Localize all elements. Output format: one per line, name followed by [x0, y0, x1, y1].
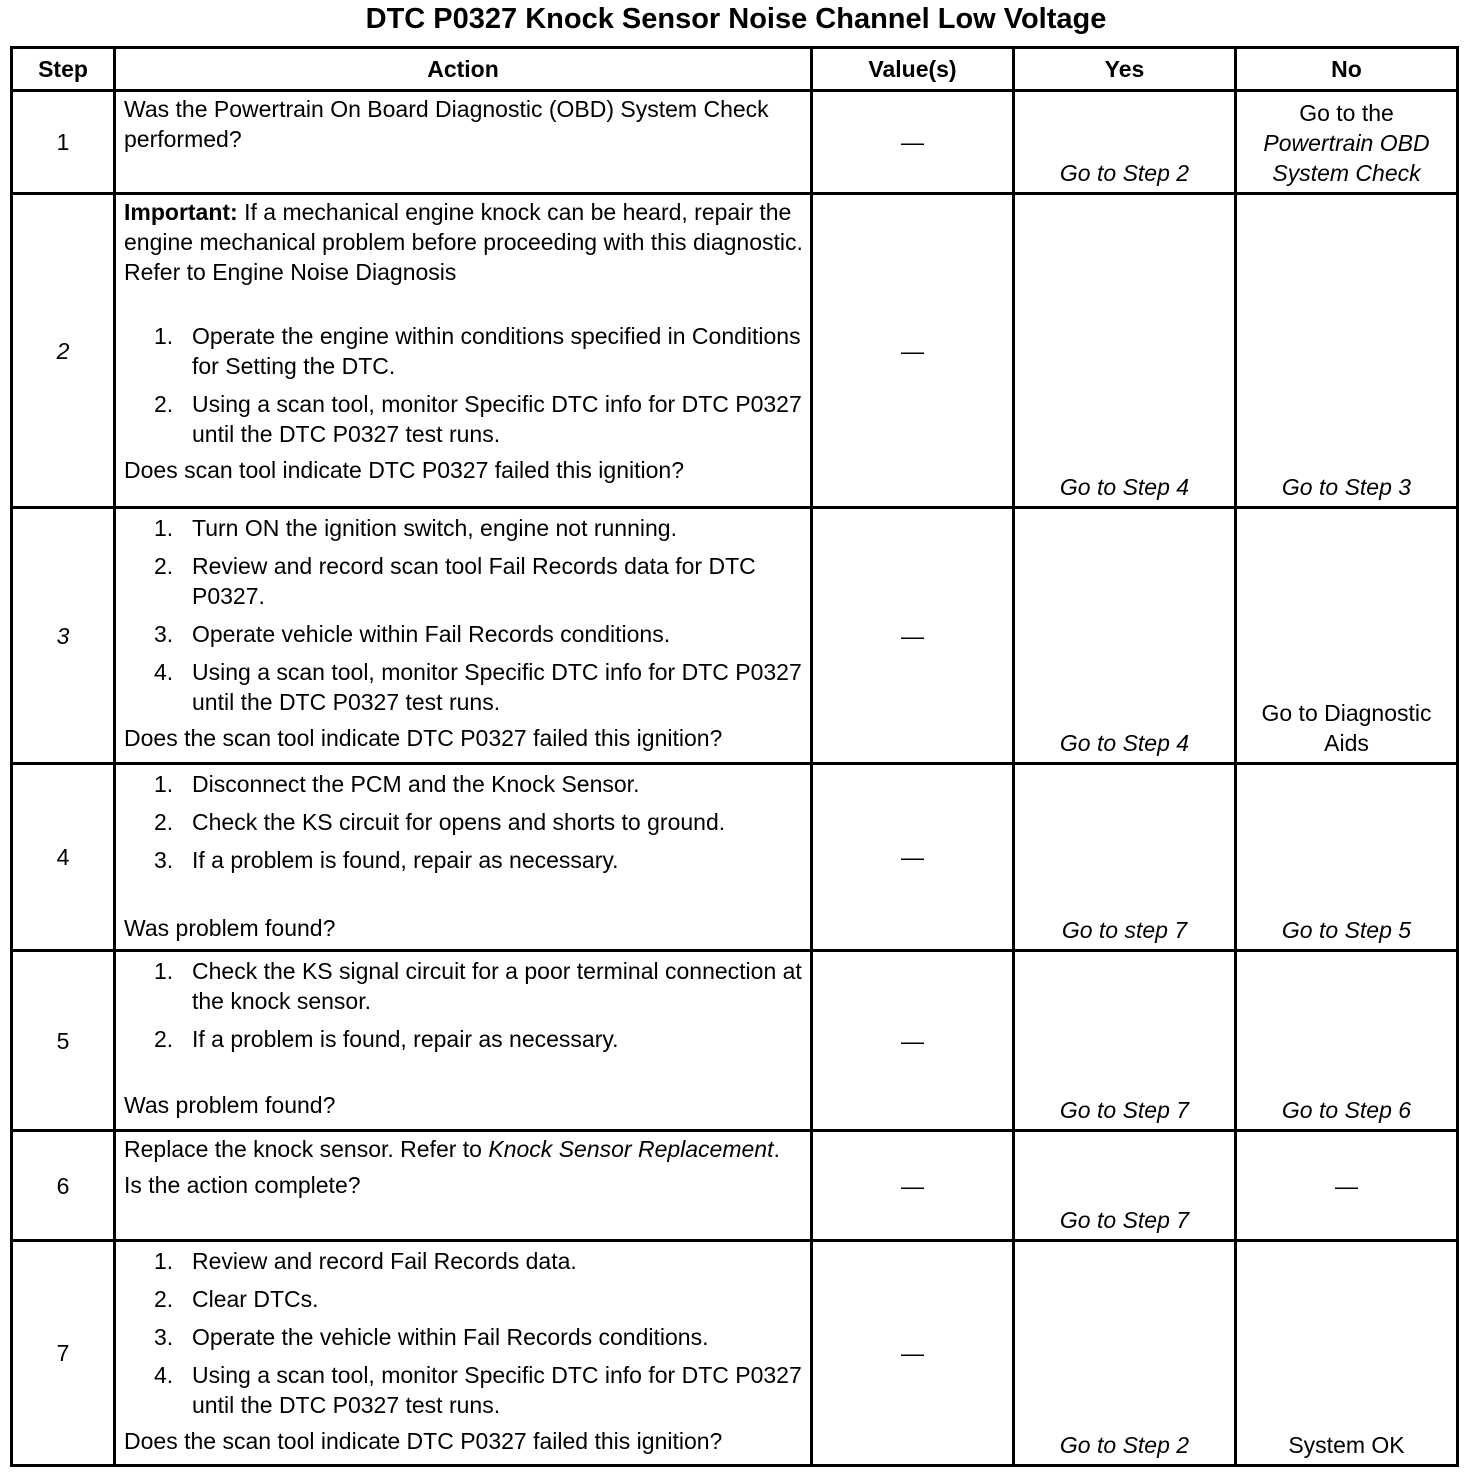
list-item: 1. Check the KS signal circuit for a poor terminal connection at the knock sensor. — [154, 958, 802, 1014]
no-cell[interactable] — [1236, 91, 1458, 194]
yes-cell[interactable] — [1014, 1241, 1236, 1466]
no-cell: — — [1236, 1131, 1458, 1241]
header-action: Action — [115, 48, 812, 91]
diagnostic-table — [10, 46, 1459, 1467]
table-row — [12, 1241, 1458, 1466]
action-question: Was problem found? — [124, 1092, 336, 1118]
value-cell: — — [812, 1131, 1014, 1241]
yes-link[interactable]: Go to Step 4 — [1059, 474, 1190, 500]
no-cell — [1236, 1241, 1458, 1466]
knock-sensor-replacement-link[interactable]: Knock Sensor Replacement — [488, 1136, 774, 1162]
action-question: Does scan tool indicate DTC P0327 failed this ignition? — [124, 457, 684, 483]
no-cell[interactable] — [1236, 764, 1458, 951]
value-cell: — — [812, 91, 1014, 194]
important-note — [124, 197, 804, 287]
no-link[interactable]: Go to Step 5 — [1281, 917, 1412, 943]
yes-cell[interactable] — [1014, 951, 1236, 1131]
yes-cell[interactable] — [1014, 91, 1236, 194]
yes-link[interactable]: Go to Step 2 — [1059, 160, 1190, 186]
yes-cell[interactable] — [1014, 508, 1236, 764]
value-cell: — — [812, 951, 1014, 1131]
action-cell — [115, 764, 812, 951]
action-question: Does the scan tool indicate DTC P0327 failed this ignition? — [124, 1428, 723, 1454]
yes-link[interactable]: Go to Step 4 — [1059, 730, 1190, 756]
yes-cell[interactable] — [1014, 194, 1236, 508]
yes-cell[interactable] — [1014, 764, 1236, 951]
yes-cell[interactable] — [1014, 1131, 1236, 1241]
action-question: Does the scan tool indicate DTC P0327 failed this ignition? — [124, 725, 723, 751]
table-row — [12, 1131, 1458, 1241]
list-item: 2. If a problem is found, repair as necessary. — [154, 1026, 619, 1052]
value-cell: — — [812, 764, 1014, 951]
action-cell — [115, 1131, 812, 1241]
yes-link[interactable]: Go to Step 7 — [1059, 1207, 1190, 1233]
step-number: 2 — [12, 194, 115, 508]
list-item: 2. Check the KS circuit for opens and shorts to ground. — [154, 809, 726, 835]
step-number: 6 — [12, 1131, 115, 1241]
table-row — [12, 91, 1458, 194]
step-number: 1 — [12, 91, 115, 194]
list-item: 4. Using a scan tool, monitor Specific DTC info for DTC P0327 until the DTC P0327 test runs. — [154, 1362, 802, 1418]
no-cell[interactable] — [1236, 951, 1458, 1131]
action-question: Is the action complete? — [124, 1172, 361, 1198]
page-title: DTC P0327 Knock Sensor Noise Channel Low Voltage — [365, 3, 1107, 35]
action-cell — [115, 951, 812, 1131]
list-item: 3. Operate vehicle within Fail Records conditions. — [154, 621, 671, 647]
value-cell: — — [812, 194, 1014, 508]
list-item: 2. Review and record scan tool Fail Records data for DTC P0327. — [154, 553, 756, 609]
no-link[interactable]: Go to Step 3 — [1281, 474, 1412, 500]
header-step: Step — [12, 48, 115, 91]
header-yes: Yes — [1014, 48, 1236, 91]
no-cell[interactable] — [1236, 508, 1458, 764]
yes-link[interactable]: Go to Step 2 — [1059, 1432, 1190, 1458]
action-cell — [115, 1241, 812, 1466]
header-values: Value(s) — [812, 48, 1014, 91]
list-item: 2. Clear DTCs. — [154, 1286, 319, 1312]
action-question: Was problem found? — [124, 915, 336, 941]
action-text: Replace the knock sensor. Refer to Knock Sensor Replacement. — [124, 1136, 780, 1162]
step-number: 5 — [12, 951, 115, 1131]
value-cell: — — [812, 508, 1014, 764]
value-cell: — — [812, 1241, 1014, 1466]
yes-link[interactable]: Go to step 7 — [1061, 917, 1188, 943]
action-text: Was the Powertrain On Board Diagnostic (OBD) System Check performed? — [124, 96, 769, 152]
header-no: No — [1236, 48, 1458, 91]
no-link[interactable]: Powertrain OBD System Check — [1263, 130, 1430, 186]
step-number: 3 — [12, 508, 115, 764]
list-item: 3. Operate the vehicle within Fail Records conditions. — [154, 1324, 709, 1350]
action-cell — [115, 508, 812, 764]
no-link[interactable]: Go to Step 6 — [1281, 1097, 1412, 1123]
yes-link[interactable]: Go to Step 7 — [1059, 1097, 1190, 1123]
list-item: 2. Using a scan tool, monitor Specific DTC info for DTC P0327 until the DTC P0327 test runs. — [154, 391, 802, 447]
no-result: System OK — [1288, 1432, 1405, 1458]
no-link[interactable]: Go to Diagnostic Aids — [1261, 700, 1432, 756]
list-item: 4. Using a scan tool, monitor Specific DTC info for DTC P0327 until the DTC P0327 test runs. — [154, 659, 802, 715]
list-item: 1. Turn ON the ignition switch, engine not running. — [154, 515, 677, 541]
list-item: 1. Operate the engine within conditions specified in Conditions for Setting the DTC. — [154, 323, 801, 379]
no-prefix: Go to the — [1299, 100, 1394, 126]
list-item: 3. If a problem is found, repair as necessary. — [154, 847, 619, 873]
no-cell[interactable] — [1236, 194, 1458, 508]
table-row — [12, 951, 1458, 1131]
step-number: 7 — [12, 1241, 115, 1466]
list-item: 1. Review and record Fail Records data. — [154, 1248, 577, 1274]
table-row — [12, 508, 1458, 764]
table-header-row — [12, 48, 1458, 91]
action-cell — [115, 91, 812, 194]
important-text: If a mechanical engine knock can be heard, repair the engine mechanical problem before proceeding with this diagnostic. Refer to Engine Noise Diagnosis — [124, 199, 803, 285]
important-label: Important: — [124, 199, 238, 225]
step-number: 4 — [12, 764, 115, 951]
action-cell — [115, 194, 812, 508]
table-row — [12, 194, 1458, 508]
list-item: 1. Disconnect the PCM and the Knock Sensor. — [154, 771, 640, 797]
table-row — [12, 764, 1458, 951]
